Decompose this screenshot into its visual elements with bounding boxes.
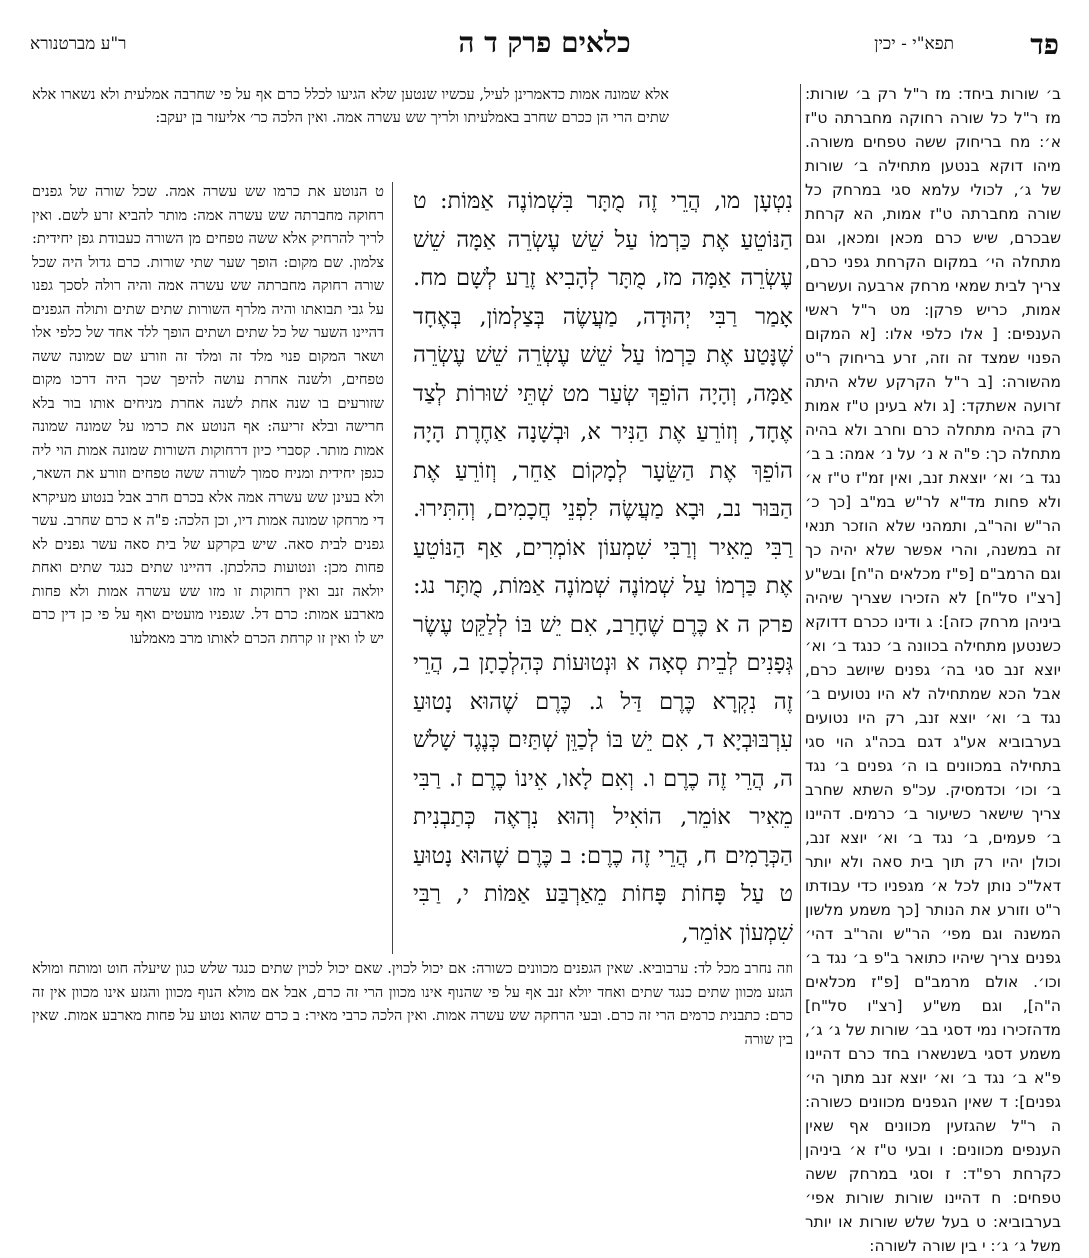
column-divider-center <box>392 182 393 954</box>
tiferet-yisrael-heading: תפא"י - יכין <box>874 34 954 54</box>
tiferet-yisrael-column <box>805 82 1061 1255</box>
bartenura-top-block <box>32 84 669 180</box>
page-number: פד <box>1030 28 1059 61</box>
page-header <box>30 18 1059 68</box>
bartenura-bottom-text: וזה נחרב מכל לד: ערבוביא. שאין הגפנים מכוונים כשורה: אם יכול לכוין. שאם יכול לכוין שתים כנגד שלש כגון שיעלה חוט ומותח ומולא הגזע מכוון שתים כנגד שתים ואחד יולא זנב אף על פי שהנוף אינו מכוון הרי זה כרם, אבל אם מולא הנוף מכוון והגזע אינו מכוון אין זה כרם: כתבנית כרמים הרי זה כרם. ובעי הרחקה שש עשרה אמות. ואין הלכה כרבי מאיר: ב כרם שהוא נטוע על פחות מארבע אמות. שאין בין שורה <box>32 961 793 1048</box>
mishnah-column <box>413 182 793 954</box>
column-divider-right <box>800 84 801 1160</box>
bartenura-side-column <box>32 180 384 954</box>
bartenura-heading: ר"ע מברטנורא <box>30 34 127 54</box>
tiferet-yisrael-text: ב׳ שורות ביחד: מז ר"ל רק ב׳ שורות: מז ר"ל כל שורה רחוקה מחברתה ט"ז א׳: מח בריחוק ששה טפחים משורה. מיהו דוקא בנטען מתחילה ב׳ שורות של ג׳, לכולי עלמא סגי במרחק כל שורה מחברתה ט"ז אמות, הא קרחת שבכרם, שיש כרם מכאן ומכאן, וגם מתחלה הי׳ במקום הקרחת גפני כרם, צריך לבית שמאי מרחק ארבעה ועשרים אמות, כריש פרקן: מט ר"ל ראשי הענפים: [ אלו כלפי אלו: [א המקום הפנוי שמצד זה וזה, זרע בריחוק ר"ט מהשורה: [ב ר"ל הקרקע שלא היתה זרועה אשתקד: [ג ולא בעינן ט"ז אמות רק בהיה מתחלה כרם וחרב ולא בהיה מתחלה כך: פ"ה א נ׳ על נ׳ אמה: ב ב׳ נגד ב׳ וא׳ יוצאת זנב, ואין זמ"ז ט"ז א׳ ולא פחות מד"א לר"ש במ"ב [כך כ׳ הר"ש והר"ב, ותמהני שלא הוזכר תנאי זה במשנה, והרי אפשר שלא יהיה כך וגם הרמב"ם [פ"ז מכלאים ה"ח] ובש"ע [רצ"ו סל"ח] לא הזכירו שצריך שיהיה ביניהן מרחק כזה]: ג ודינו ככרם דדוקא כשנטען מתחילה בכוונה ב׳ כנגד ב׳ וא׳ יוצא זנב סגי בה׳ גפנים שיושב כרם, אבל הכא שמתחילה לא היו נטועים ב׳ נגד ב׳ וא׳ יוצא זנב, רק היו נטועים בערבוביא אע"ג דגם בכה"ג הוי סגי בתחילה במכוונים בו ה׳ גפנים ב׳ נגד ב׳ וכו׳ וכדמסיק. עכ"פ השתא שחרב צריך שישאר כשיעור ב׳ כרמים. דהיינו ב׳ פעמים, ב׳ נגד ב׳ וא׳ יוצא זנב, וכולן יהיו רק תוך בית סאה ולא יותר דאל"כ נותן לכל א׳ מגפניו כדי עבודתו ר"ט וזורע את הנותר [כך משמע מלשון המשנה וגם מפי׳ הר"ש והר"ב דהי׳ גפנים צריך שיהיו כתואר ב"פ ב׳ נגד ב׳ וכו׳. אולם מרמב"ם [פ"ז מכלאים ה"ה], וגם מש"ע [רצ"ו סל"ח] מדהזכירו נמי דסגי בב׳ שורות של ג׳ ג׳, משמע דסגי בשנשארו בחד כרם דהיינו פ"א ב׳ נגד ב׳ וא׳ יוצא זנב מתוך הי׳ גפנים]: ד שאין הגפנים מכוונים כשורה: ה ר"ל שהגזעין מכוונים אף שאין הענפים מכוונים: ו ובעי ט"ז א׳ ביניהן כקרחת רפ"ד: ז וסגי במרחק ששה טפחים: ח דהיינו שורות שורות אפי׳ בערבוביא: ט בעל שלש שורות או יותר משל ג׳ ג׳: י בין שורה לשורה: <box>805 85 1061 1255</box>
bartenura-side-text: ט הנוטע את כרמו שש עשרה אמה. שכל שורה של גפנים רחוקה מחברתה שש עשרה אמה: מותר להביא זרע לשם. ואין לריך להרחיק אלא ששה טפחים מן השורה כעבודת גפן יחידית: צלמון. שם מקום: הופך שער שתי שורות. כרם גדול היה שכל שורה רחוקה מחברתה שש עשרה אמה והיה רולה לסכך גפנו על גבי תבואתו והיה מלרף השורות שתים שתים ותולה הגפנים דהיינו השער של כל שתים ושתים הופך ללד אחד של כלפי אלו ושאר המקום פנוי מלד זה ומלד זה וזורע שם שמונה ששה טפחים, ולשנה אחרת עושה להיפך שכך היה דרכו מקום שזורעים בו שנה אחת לשנה אחרת מניחים אותו בור בלא חרישה ובלא זריעה: אף הנוטע את כרמו על שמונה שמונה אמות מותר. קסברי כיון דרחוקות השורות שמונה אמות הוי ליה כגפן יחידית ומניח סמוך לשורה ששה טפחים וזורע את השאר, ולא בעינן שש עשרה אמה אלא בכרם חרב אבל בנטוע מעיקרא די מרחקו שמונה אמות דיו, וכן הלכה: פ"ה א כרם שחרב. עשר גפנים לבית סאה. שיש בקרקע של בית סאה עשר גפנים לא פחות מכן: ונטועות כהלכתן. דהיינו שתים כנגד שתים ואחת יולאה זנב ואין רחוקות זו מזו שש עשרה אמות ולא פחות מארבע אמות: כרם דל. שגפניו מועטים ואף על פי כן דין כרם יש לו ואין זו קרחת הכרם לאותו מרב מאמלעו <box>32 183 384 647</box>
bartenura-bottom-block <box>32 958 793 1158</box>
page-title: כלאים פרק ד ה <box>458 26 631 59</box>
bartenura-top-text: אלא שמונה אמות כדאמרינן לעיל, עכשיו שנטען שלא הגיעו לכלל כרם אף על פי שחרבה אמלעית ולא נשארו אלא שתים הרי הן ככרם שחרב באמלעיתו ולריך שש עשרה אמה. ואין הלכה כר׳ אליעזר בן יעקב: <box>32 87 669 126</box>
mishnah-text: נִטְעָן מו, הֲרֵי זֶה מֻתָּר בִּשְׁמוֹנֶה אַמּוֹת: ט הַנּוֹטֵעַ אֶת כַּרְמוֹ עַל שֵׁשׁ עֶשְׂרֵה אַמָּה שֵׁשׁ עֶשְׂרֵה אַמָּה מז, מֻתָּר לְהָבִיא זֶרַע לְשָׁם מח. אָמַר רַבִּי יְהוּדָה, מַעֲשֶׂה בְּצַלְמוֹן, בְּאֶחָד שֶׁנָּטַע אֶת כַּרְמוֹ עַל שֵׁשׁ עֶשְׂרֵה שֵׁשׁ עֶשְׂרֵה אַמָּה, וְהָיָה הוֹפֵךְ שְׂעַר מט שְׁתֵּי שׁוּרוֹת לְצַד אֶחָד, וְזוֹרֵעַ אֶת הַנִּיר א, וּבְשָׁנָה אַחֶרֶת הָיָה הוֹפֵךְ אֶת הַשֵּׂעָר לְמָקוֹם אַחֵר, וְזוֹרֵעַ אֶת הַבּוּר נב, וּבָא מַעֲשֶׂה לִפְנֵי חֲכָמִים, וְהִתִּירוּ. רַבִּי מֵאִיר וְרַבִּי שִׁמְעוֹן אוֹמְרִים, אַף הַנּוֹטֵעַ אֶת כַּרְמוֹ עַל שְׁמוֹנֶה שְׁמוֹנֶה אַמּוֹת, מֻתָּר נג: פרק ה א כֶּרֶם שֶׁחָרַב, אִם יֵשׁ בּוֹ לְלַקֵּט עֶשֶׂר גְּפָנִים לְבֵית סְאָה א וּנְטוּעוֹת כְּהִלְכָתָן ב, הֲרֵי זֶה נִקְרָא כֶּרֶם דַּל ג. כֶּרֶם שֶׁהוּא נָטוּעַ עִרְבּוּבְיָא ד, אִם יֵשׁ בּוֹ לְכַוֵּן שְׁתַּיִם כְּנֶגֶד שָׁלֹשׁ ה, הֲרֵי זֶה כֶרֶם ו. וְאִם לָאו, אֵינוֹ כֶרֶם ז. רַבִּי מֵאִיר אוֹמֵר, הוֹאִיל וְהוּא נִרְאֶה כְּתַבְנִית הַכְּרָמִים ח, הֲרֵי זֶה כֶרֶם: ב כֶּרֶם שֶׁהוּא נָטוּעַ ט עַל פָּחוֹת פָּחוֹת מֵאַרְבַּע אַמּוֹת י, רַבִּי שִׁמְעוֹן אוֹמֵר, <box>413 188 793 946</box>
